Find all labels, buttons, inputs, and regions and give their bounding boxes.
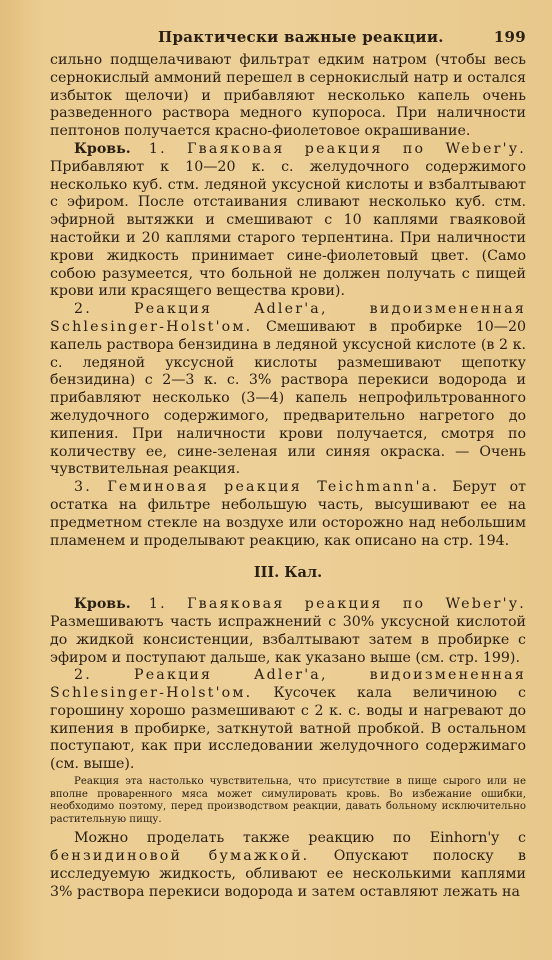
subject-label: Кровь. [74, 596, 131, 613]
method-text: Прибавляют к 10—20 к. с. желудочного содержимого несколько куб. стм. ледяной уксусной кислоты и взбалтывают с эфиром. После отстаивания сливают несколько куб. стм. эфирной вытяжки и смешивают с 10 каплями гваяковой настойки и 20 каплями старого терпентина. При наличности крови жидкость принимает сине-фиолетовый цвет. (Само собою разумеется, что больной не должен получать с пищей крови или красящего вещества крови). [50, 158, 526, 300]
method-text: Берут от остатка на фильтре небольшую часть, высушивают ее на предметном стекле на воздухе или осторожно над небольшим пламенем и проделывают реакцию, как описано на стр. 194. [50, 479, 526, 549]
running-title: Практически важные реакции. [158, 28, 444, 46]
page-header [50, 28, 526, 46]
method-heading: бензидиновой бумажкой. [50, 848, 310, 865]
paragraph-einhorn [50, 830, 526, 901]
method-heading: 1. Гваяковая реакция по Weber'у. [148, 140, 526, 157]
method-heading: 1. Гваяковая реакция по Weber'у. [148, 596, 526, 613]
section-heading: III. Кал. [253, 564, 323, 582]
method-text: Кусочек кала величиною с горошину хорошо размешивают с 2 к. с. воды и нагревают до кипения в пробирке, заткнутой ватной пробкой. В остальном поступают, как при исследовании желудочного содержимаго (см. выше). [50, 685, 526, 773]
text-body [50, 52, 526, 902]
paragraph-blood-adler [50, 301, 526, 479]
method-heading: 2. Реакция Adler'a, видоизмененная Schlesinger-Holst'ом. [50, 667, 526, 702]
footnote: Реакция эта настолько чувствительна, что присутствие в пище сырого или не вполне проваренного мяса может симулировать кровь. Во избежание ошибки, необходимо поэтому, перед производством реакции, давать больному исключительно растительную пищу. [50, 776, 526, 825]
page-number: 199 [493, 28, 526, 46]
method-heading: 3. Геминовая реакция Teichmann'a. [74, 479, 440, 496]
paragraph-blood-teichmann [50, 479, 526, 550]
paragraph-peptone: сильно подщелачивают фильтрат едким натром (чтобы весь сернокислый аммоний перешел в сернокислый натр и остался избыток щелочи) и прибавляют несколько капель очень разведенного раствора медного купороса. При наличности пептонов получается красно-фиолетовое окрашивание. [50, 52, 526, 140]
paragraph-feces-adler [50, 667, 526, 774]
method-heading: 2. Реакция Adler'a, видоизмененная Schlesinger-Holst'ом. [50, 301, 526, 335]
paragraph-blood-guaiac [50, 141, 526, 301]
method-text: Опускают полоску в исследуемую жидкость, обливают ее несколькими каплями 3% раствора перекиси водорода и затем оставляют лежать на [50, 848, 526, 900]
method-text: Размешиваютъ часть испражнений с 30% уксусной кислотой до жидкой консистенции, взбалтывают затем в пробирке с эфиром и поступают дальше, как указано выше (см. стр. 199). [50, 613, 526, 666]
subject-label: Кровь. [74, 140, 131, 157]
paragraph-feces-guaiac [50, 596, 526, 667]
method-lead: Можно проделать также реакцию по Einhorn'y с [74, 830, 526, 847]
method-text: Смешивают в пробирке 10—20 капель раствора бензидина в ледяной уксусной кислоте (в 2 к. с. ледяной уксусной кислоты размешивают щепотку бензидина) с 2—3 к. с. 3% раствора перекиси водорода и прибавляют несколько (3—4) капель непрофильтрованного желудочного содержимого, предварительно нагретого до кипения. При наличности крови получается, смотря по количеству ее, сине-зеленая или синяя окраска. — Очень чувствительная реакция. [50, 318, 527, 478]
